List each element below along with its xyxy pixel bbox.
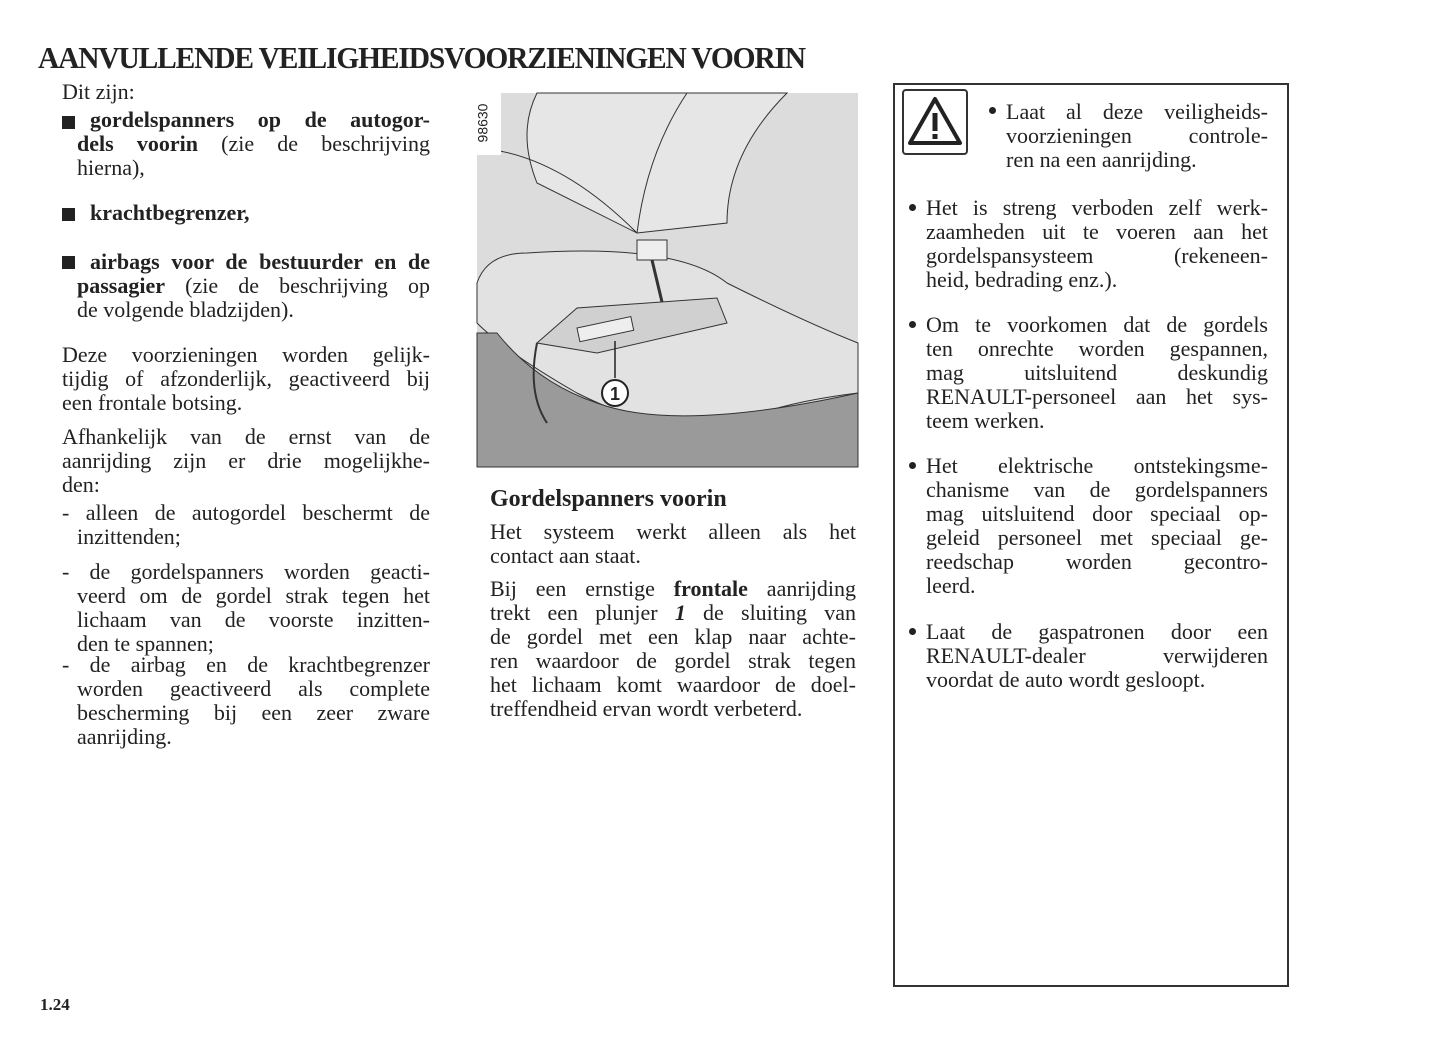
- text-line: Het elektrische ontstekingsme-: [926, 453, 1268, 478]
- text-line: de volgende bladzijden).: [77, 297, 294, 322]
- text-line: den:: [62, 472, 100, 497]
- text-line: [490, 601, 856, 625]
- text-line: RENAULT-dealer verwijderen: [926, 643, 1268, 668]
- page-title: AANVULLENDE VEILIGHEIDSVOORZIENINGEN VOORIN: [38, 40, 805, 75]
- warning-triangle-icon: [902, 89, 968, 155]
- bold-text: krachtbegrenzer,: [90, 200, 250, 225]
- text-line: de gordel met een klap naar achte-: [490, 624, 856, 649]
- text-line: Om te voorkomen dat de gordels: [926, 312, 1268, 337]
- text-line: - de airbag en de krachtbegrenzer: [62, 652, 430, 677]
- text-line: aanrijding zijn er drie mogelijkhe-: [62, 448, 430, 473]
- text-line: Dit zijn:: [62, 79, 135, 104]
- text-line: contact aan staat.: [490, 543, 641, 568]
- text-line: teem werken.: [926, 408, 1045, 433]
- bold-text: dels voorin: [77, 131, 198, 156]
- text-line: Het systeem werkt alleen als het: [490, 519, 856, 544]
- dash-item-3: [62, 653, 430, 749]
- paragraph-system: [490, 520, 856, 568]
- text-line: gordelspansysteem (rekeneen-: [926, 243, 1268, 268]
- text-line: mag uitsluitend door speciaal op-: [926, 501, 1268, 526]
- dash-item-2: [62, 560, 430, 656]
- warning-item-2: [926, 196, 1268, 292]
- paragraph-frontal: [490, 577, 856, 721]
- figure-number-label: [474, 93, 501, 155]
- text-segment: trekt een plunjer: [490, 600, 675, 625]
- text-line: Het is streng verboden zelf werk-: [926, 195, 1268, 220]
- seat-belt-tensioner-drawing: [477, 93, 858, 467]
- text-line: tijdig of afzonderlijk, geactiveerd bij: [62, 366, 430, 391]
- item-gordelspanners: [77, 107, 430, 180]
- bullet-square: [62, 116, 75, 129]
- bold-text: 1: [674, 600, 686, 625]
- text-line: lichaam van de voorste inzitten-: [77, 607, 430, 632]
- text-line: inzittenden;: [77, 524, 181, 549]
- text-line: ren na een aanrijding.: [1006, 147, 1197, 172]
- text-line: hierna),: [77, 155, 145, 180]
- text-line: geleid personeel met speciaal ge-: [926, 525, 1268, 550]
- warning-item-1: [1006, 100, 1268, 172]
- text-line: zaamheden uit te voeren aan het: [926, 219, 1268, 244]
- bullet-square: [62, 208, 75, 221]
- text-segment: (zie de beschrijving: [197, 131, 430, 156]
- figure-number: 98630: [474, 103, 491, 143]
- bullet-square: [62, 256, 75, 269]
- text-line: mag uitsluitend deskundig: [926, 360, 1268, 385]
- text-line: [90, 250, 430, 274]
- text-line: leerd.: [926, 573, 976, 598]
- callout-1: 1: [609, 384, 621, 404]
- text-line: RENAULT-personeel aan het sys-: [926, 384, 1268, 409]
- item-krachtbegrenzer: [90, 201, 430, 225]
- text-line: voordat de auto wordt gesloopt.: [926, 667, 1206, 692]
- text-line: Deze voorzieningen worden gelijk-: [62, 342, 430, 367]
- dash-item-1: [62, 501, 430, 549]
- page-number: 1.24: [40, 995, 70, 1014]
- text-line: ren waardoor de gordel strak tegen: [490, 648, 856, 673]
- text-line: [490, 577, 856, 601]
- text-line: [90, 108, 430, 132]
- text-line: een frontale botsing.: [62, 390, 243, 415]
- text-line: - alleen de autogordel beschermt de: [62, 500, 430, 525]
- text-line: het lichaam komt waardoor de doel-: [490, 672, 856, 697]
- bullet-dot: [909, 204, 916, 211]
- text-line: worden geactiveerd als complete: [77, 676, 430, 701]
- text-line: bescherming bij een zeer zware: [77, 700, 430, 725]
- bullet-dot: [909, 628, 916, 635]
- text-line: chanisme van de gordelspanners: [926, 477, 1268, 502]
- text-line: Laat al deze veiligheids-: [1006, 99, 1268, 124]
- text-line: Afhankelijk van de ernst van de: [62, 424, 430, 449]
- bullet-dot: [909, 321, 916, 328]
- bullet-dot: [909, 462, 916, 469]
- warning-item-5: [926, 620, 1268, 692]
- text-segment: aanrijding: [747, 576, 856, 601]
- text-line: - de gordelspanners worden geacti-: [62, 559, 430, 584]
- bold-text: frontale: [673, 576, 748, 601]
- bold-text: gordelspanners op de autogor-: [90, 107, 430, 132]
- item-airbags: [77, 249, 430, 322]
- text-line: aanrijding.: [77, 724, 172, 749]
- warning-item-4: [926, 454, 1268, 598]
- intro-text: [62, 80, 432, 104]
- text-line: [77, 132, 430, 156]
- text-segment: de sluiting van: [685, 600, 856, 625]
- text-line: heid, bedrading enz.).: [926, 267, 1118, 292]
- warning-item-3: [926, 313, 1268, 433]
- text-line: veerd om de gordel strak tegen het: [77, 583, 430, 608]
- text-line: [77, 274, 430, 298]
- seat-illustration: [474, 93, 858, 467]
- text-line: den te spannen;: [77, 631, 214, 656]
- bold-text: passagier: [77, 273, 165, 298]
- paragraph-activation: [62, 343, 430, 415]
- bold-text: airbags voor de bestuurder en de: [90, 249, 430, 274]
- text-line: ten onrechte worden gespannen,: [926, 336, 1268, 361]
- bullet-dot: [989, 107, 996, 114]
- text-line: Laat de gaspatronen door een: [926, 619, 1268, 644]
- paragraph-possibilities: [62, 425, 430, 497]
- text-line: treffendheid ervan wordt verbeterd.: [490, 696, 803, 721]
- text-segment: (zie de beschrijving op: [165, 273, 430, 298]
- section-heading: Gordelspanners voorin: [490, 486, 727, 512]
- text-line: voorzieningen controle-: [1006, 123, 1268, 148]
- text-segment: Bij een ernstige: [490, 576, 674, 601]
- text-line: reedschap worden gecontro-: [926, 549, 1268, 574]
- text-line: [90, 201, 430, 225]
